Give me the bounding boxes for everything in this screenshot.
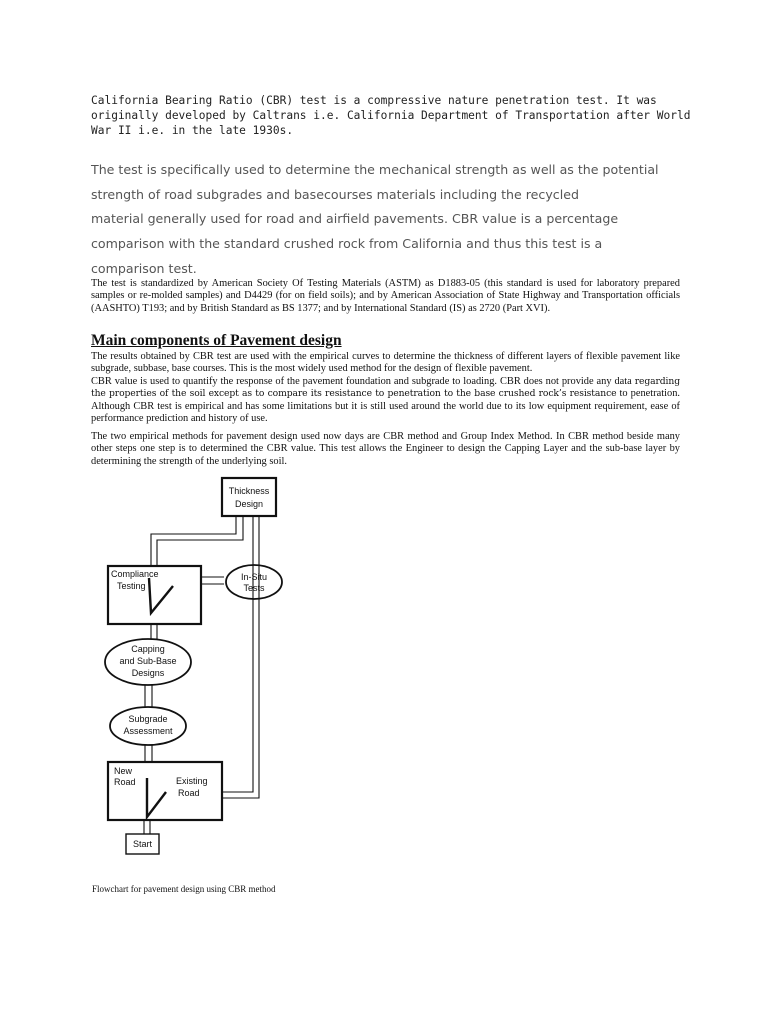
para2-alt-font-span: regarding the properties of the soil except as to compare its resistance to penetration to the base crushed rock’s resistance: [91, 376, 680, 400]
connector-insitu-to-compliance: [201, 577, 224, 584]
pavement-design-flowchart: [100, 474, 300, 862]
capping-label-1: Capping: [131, 644, 165, 654]
intro-sans-line-1: The test is specifically used to determine the mechanical strength as well as the potential: [91, 162, 659, 177]
standards-paragraph: The test is standardized by American Society Of Testing Materials (ASTM) as D1883-05 (this standard is used for laboratory prepared samples or re-molded samples) and D4429 (for on field soils); and by American Association of State Highway and Transportation officials (AASHTO) T193; and by British Standard as BS 1377; and by International Standard (IS) as 2720 (Part XVI).: [91, 278, 680, 314]
section-para-2: [91, 376, 680, 425]
road-check-mark: [147, 778, 166, 817]
thickness-label-1: Thickness: [228, 486, 270, 496]
intro-sans-line-5: comparison test.: [91, 261, 197, 276]
capping-label-3: Designs: [131, 668, 165, 678]
existing-road-label-1: Existing: [176, 776, 208, 786]
section-para-3: The two empirical methods for pavement design used now days are CBR method and Group Index Method. In CBR method beside many other steps one step is to determined the CBR value. This test allows the Engineer to design the Capping Layer and the sub-base layer by determining the strength of the underlying soil.: [91, 431, 680, 467]
para2-start: CBR value is used to quantify the response of the pavement foundation and subgrade to loading. CBR does not provide any data: [91, 376, 632, 387]
thickness-label-2: Design: [234, 499, 264, 509]
connector-capping-to-subgrade: [145, 685, 152, 707]
insitu-label-1: In-Situ: [240, 572, 268, 582]
connector-thickness-to-existing: [222, 516, 259, 798]
compliance-label-2: Testing: [117, 581, 146, 591]
para2-to: to: [616, 388, 628, 400]
subgrade-label-1: Subgrade: [128, 714, 168, 724]
intro-sans-line-2: strength of road subgrades and basecourses materials including the recycled: [91, 187, 579, 202]
thickness-design-box: [222, 478, 276, 516]
new-road-label-1: New: [114, 766, 133, 776]
insitu-label-2: Tests: [243, 583, 265, 593]
subgrade-label-2: Assessment: [123, 726, 173, 736]
section-para-1: The results obtained by CBR test are used with the empirical curves to determine the thickness of different layers of flexible pavement like subgrade, subbase, base courses. This is the most widely used method for the design of flexible pavement.: [91, 351, 680, 375]
connector-subgrade-to-road: [145, 745, 152, 762]
existing-road-label-2: Road: [178, 788, 200, 798]
intro-sans-line-3: material generally used for road and airfield pavements. CBR value is a percentage: [91, 211, 619, 226]
para2-end: penetration. Although CBR test is empirical and has some limitations but it is still used around the world due to its low equipment requirement, ease of performance prediction and history of use.: [91, 388, 680, 424]
connector-thickness-to-compliance: [151, 516, 243, 566]
connector-road-to-start: [144, 820, 150, 834]
intro-sans-line-4: comparison with the standard crushed rock from California and thus this test is a: [91, 236, 603, 251]
flowchart-caption: Flowchart for pavement design using CBR method: [92, 884, 276, 894]
capping-label-2: and Sub-Base: [119, 656, 177, 666]
connector-compliance-to-capping: [151, 624, 157, 639]
new-road-label-2: Road: [114, 777, 136, 787]
start-label: Start: [132, 839, 153, 849]
compliance-check-mark: [149, 578, 173, 613]
compliance-label-1: Compliance: [111, 569, 159, 579]
intro-mono-paragraph: California Bearing Ratio (CBR) test is a compressive nature penetration test. It was originally developed by Caltrans i.e. California Department of Transportation after World War II i.e. in the late 1930s.: [91, 94, 691, 137]
insitu-tests-ellipse: [226, 565, 282, 599]
section-heading: Main components of Pavement design: [91, 332, 342, 349]
